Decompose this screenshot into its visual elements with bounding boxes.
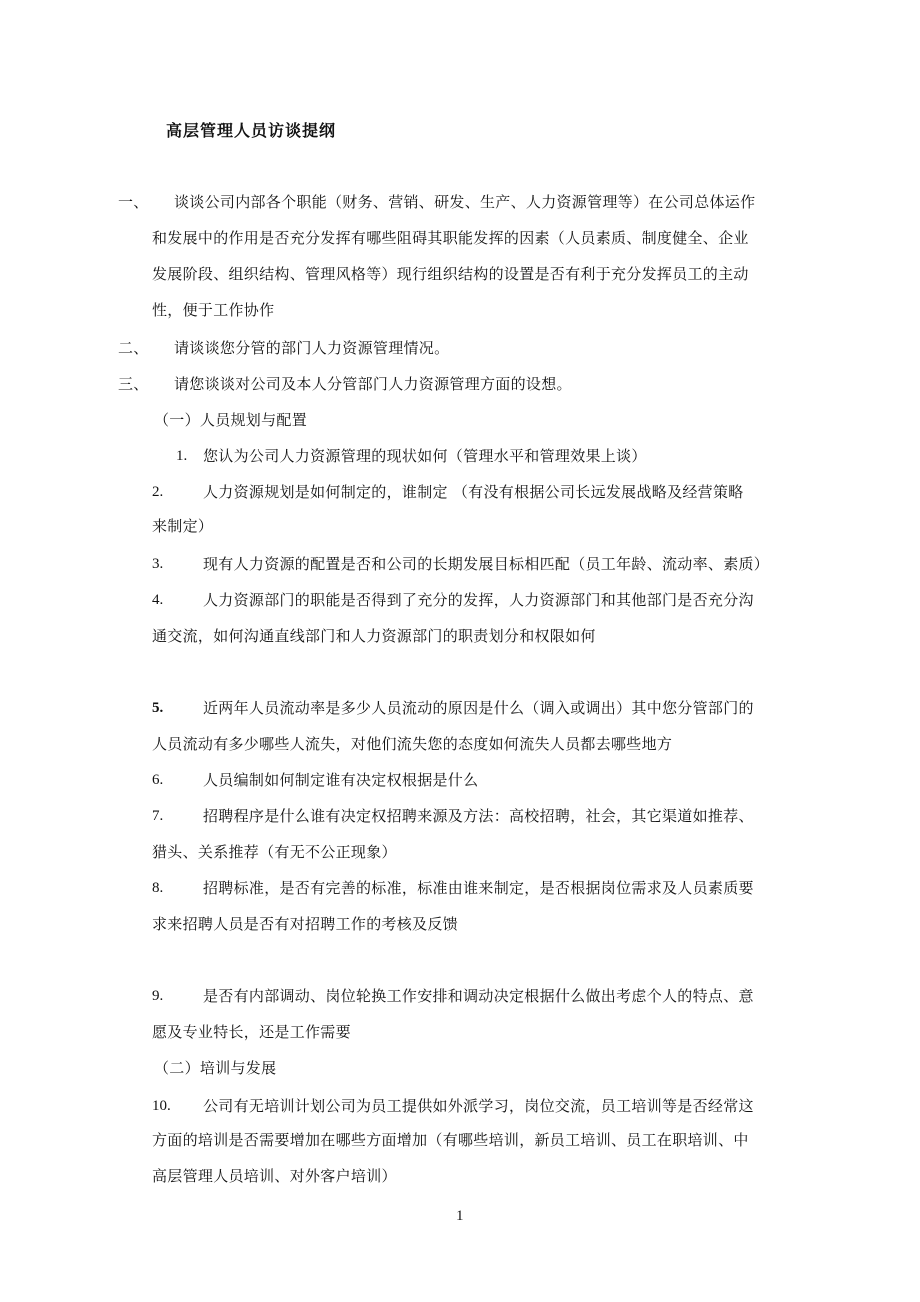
item-text: 猎头、关系推荐（有无不公正现象） bbox=[152, 843, 397, 861]
section-marker: 二、 bbox=[118, 339, 149, 357]
section1-line: 和发展中的作用是否充分发挥有哪些阻碍其职能发挥的因素（人员素质、制度健全、企业 bbox=[152, 229, 749, 247]
item-text: 来制定） bbox=[152, 517, 214, 535]
page-number: 1 bbox=[456, 1208, 464, 1224]
item-text: 人力资源规划是如何制定的，谁制定 （有没有根据公司长远发展战略及经营策略 bbox=[203, 483, 744, 501]
item-number: 9. bbox=[152, 988, 164, 1004]
item-text: 人员编制如何制定谁有决定权根据是什么 bbox=[203, 771, 479, 789]
section-marker: 一、 bbox=[118, 193, 149, 211]
section1-line: 性，便于工作协作 bbox=[152, 301, 275, 319]
item-number: 1. bbox=[176, 448, 188, 464]
item-text: 招聘标准，是否有完善的标准，标准由谁来制定，是否根据岗位需求及人员素质要 bbox=[203, 879, 754, 897]
item-number: 8. bbox=[152, 880, 164, 896]
item-text: 愿及专业特长，还是工作需要 bbox=[152, 1023, 351, 1041]
section1-line: 发展阶段、组织结构、管理风格等）现行组织结构的设置是否有利于充分发挥员工的主动 bbox=[152, 265, 749, 283]
section1-line: 谈谈公司内部各个职能（财务、营销、研发、生产、人力资源管理等）在公司总体运作 bbox=[174, 193, 756, 211]
item-number: 4. bbox=[152, 592, 164, 608]
subsection-heading: （二）培训与发展 bbox=[154, 1059, 277, 1077]
item-text: 人员流动有多少哪些人流失，对他们流失您的态度如何流失人员都去哪些地方 bbox=[152, 735, 673, 753]
item-number: 6. bbox=[152, 772, 164, 788]
item-text: 公司有无培训计划公司为员工提供如外派学习，岗位交流，员工培训等是否经常这 bbox=[203, 1097, 754, 1115]
item-number: 5. bbox=[152, 700, 164, 716]
item-number: 10. bbox=[152, 1098, 171, 1114]
item-text: 是否有内部调动、岗位轮换工作安排和调动决定根据什么做出考虑个人的特点、意 bbox=[203, 987, 754, 1005]
item-text: 现有人力资源的配置是否和公司的长期发展目标相匹配（员工年龄、流动率、素质） bbox=[203, 555, 770, 573]
section2-text: 请谈谈您分管的部门人力资源管理情况。 bbox=[174, 339, 450, 357]
item-text: 招聘程序是什么谁有决定权招聘来源及方法：高校招聘，社会，其它渠道如推荐、 bbox=[203, 807, 754, 825]
subsection-heading: （一）人员规划与配置 bbox=[154, 411, 308, 429]
item-text: 通交流，如何沟通直线部门和人力资源部门的职责划分和权限如何 bbox=[152, 627, 596, 645]
item-number: 7. bbox=[152, 808, 164, 824]
item-text: 方面的培训是否需要增加在哪些方面增加（有哪些培训，新员工培训、员工在职培训、中 bbox=[152, 1131, 749, 1149]
section3-text: 请您谈谈对公司及本人分管部门人力资源管理方面的设想。 bbox=[174, 375, 572, 393]
item-text: 人力资源部门的职能是否得到了充分的发挥，人力资源部门和其他部门是否充分沟 bbox=[203, 591, 754, 609]
item-text: 求来招聘人员是否有对招聘工作的考核及反馈 bbox=[152, 915, 459, 933]
document-title: 高层管理人员访谈提纲 bbox=[166, 121, 337, 140]
item-text: 近两年人员流动率是多少人员流动的原因是什么（调入或调出）其中您分管部门的 bbox=[203, 699, 754, 717]
section-marker: 三、 bbox=[118, 375, 149, 393]
item-number: 2. bbox=[152, 484, 164, 500]
item-text: 高层管理人员培训、对外客户培训） bbox=[152, 1167, 397, 1185]
item-number: 3. bbox=[152, 556, 164, 572]
item-text: 您认为公司人力资源管理的现状如何（管理水平和管理效果上谈） bbox=[203, 447, 647, 465]
